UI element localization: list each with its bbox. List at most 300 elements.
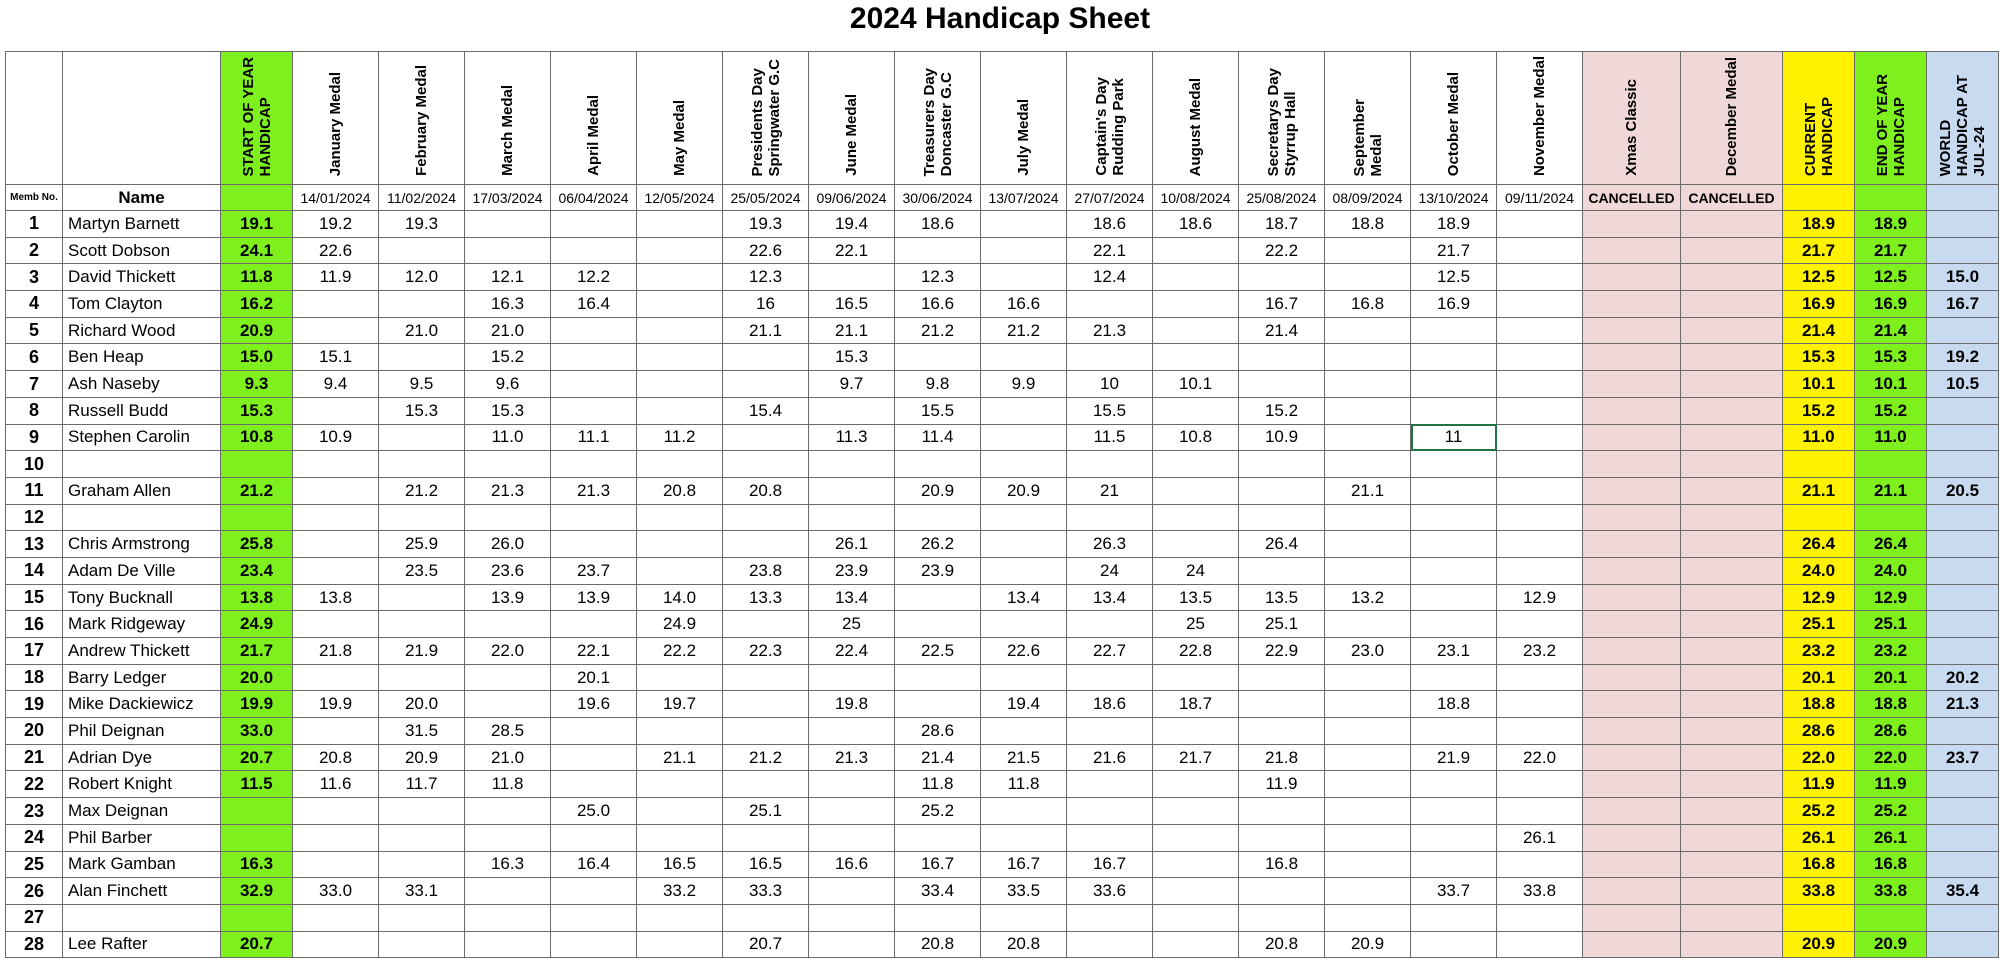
score-cell[interactable] — [1067, 771, 1153, 798]
event-date-cell[interactable]: 30/06/2024 — [895, 185, 981, 211]
score-cell[interactable]: 21.7 — [1153, 744, 1239, 771]
score-cell[interactable]: 23.1 — [1411, 638, 1497, 665]
start-handicap-cell[interactable]: 16.3 — [221, 851, 293, 878]
score-cell[interactable]: 15.3 — [379, 397, 465, 424]
name-cell[interactable]: Tom Clayton — [63, 291, 221, 318]
column-header[interactable] — [1067, 52, 1153, 185]
end-handicap-cell[interactable]: 12.5 — [1855, 264, 1927, 291]
corner-cell[interactable] — [63, 52, 221, 185]
score-cell[interactable] — [1067, 824, 1153, 851]
score-cell[interactable] — [1681, 451, 1783, 478]
memb-no-cell[interactable]: 14 — [6, 557, 63, 584]
score-cell[interactable] — [1583, 664, 1681, 691]
current-handicap-cell[interactable] — [1783, 504, 1855, 531]
name-cell[interactable] — [63, 904, 221, 931]
end-handicap-cell[interactable]: 24.0 — [1855, 557, 1927, 584]
score-cell[interactable] — [551, 904, 637, 931]
score-cell[interactable] — [1411, 371, 1497, 398]
score-cell[interactable] — [1583, 371, 1681, 398]
score-cell[interactable]: 18.6 — [895, 211, 981, 238]
score-cell[interactable] — [465, 211, 551, 238]
score-cell[interactable] — [1067, 291, 1153, 318]
score-cell[interactable] — [379, 504, 465, 531]
score-cell[interactable] — [379, 291, 465, 318]
score-cell[interactable] — [723, 344, 809, 371]
score-cell[interactable] — [637, 771, 723, 798]
score-cell[interactable] — [1239, 451, 1325, 478]
score-cell[interactable] — [1325, 718, 1411, 745]
score-cell[interactable] — [1153, 851, 1239, 878]
score-cell[interactable] — [1583, 931, 1681, 958]
score-cell[interactable]: 18.6 — [1067, 211, 1153, 238]
name-cell[interactable]: Barry Ledger — [63, 664, 221, 691]
score-cell[interactable] — [637, 237, 723, 264]
score-cell[interactable] — [379, 584, 465, 611]
column-header[interactable] — [1783, 52, 1855, 185]
score-cell[interactable] — [379, 851, 465, 878]
score-cell[interactable]: 12.2 — [551, 264, 637, 291]
score-cell[interactable] — [1239, 691, 1325, 718]
memb-no-cell[interactable]: 22 — [6, 771, 63, 798]
memb-no-cell[interactable]: 26 — [6, 878, 63, 905]
world-handicap-cell[interactable] — [1927, 718, 1999, 745]
score-cell[interactable] — [465, 904, 551, 931]
score-cell[interactable]: 23.9 — [809, 557, 895, 584]
score-cell[interactable]: 21.2 — [981, 317, 1067, 344]
start-handicap-cell[interactable]: 10.8 — [221, 424, 293, 451]
score-cell[interactable] — [895, 344, 981, 371]
score-cell[interactable] — [1681, 477, 1783, 504]
score-cell[interactable] — [1411, 664, 1497, 691]
end-handicap-cell[interactable]: 20.9 — [1855, 931, 1927, 958]
score-cell[interactable] — [551, 744, 637, 771]
column-header[interactable] — [551, 52, 637, 185]
end-handicap-cell[interactable]: 33.8 — [1855, 878, 1927, 905]
score-cell[interactable]: 22.0 — [465, 638, 551, 665]
score-cell[interactable]: 20.8 — [895, 931, 981, 958]
name-cell[interactable]: Robert Knight — [63, 771, 221, 798]
score-cell[interactable]: 22.8 — [1153, 638, 1239, 665]
end-handicap-cell[interactable]: 18.9 — [1855, 211, 1927, 238]
cancelled-label[interactable]: CANCELLED — [1583, 185, 1681, 211]
score-cell[interactable] — [1411, 611, 1497, 638]
current-handicap-cell[interactable]: 11.0 — [1783, 424, 1855, 451]
column-header[interactable] — [293, 52, 379, 185]
score-cell[interactable] — [1583, 691, 1681, 718]
event-date-cell[interactable]: 14/01/2024 — [293, 185, 379, 211]
score-cell[interactable]: 33.6 — [1067, 878, 1153, 905]
column-header[interactable] — [895, 52, 981, 185]
column-header[interactable] — [379, 52, 465, 185]
score-cell[interactable]: 33.4 — [895, 878, 981, 905]
score-cell[interactable] — [1153, 451, 1239, 478]
score-cell[interactable]: 15.4 — [723, 397, 809, 424]
name-cell[interactable]: Phil Barber — [63, 824, 221, 851]
memb-no-cell[interactable]: 1 — [6, 211, 63, 238]
memb-no-cell[interactable]: 17 — [6, 638, 63, 665]
name-cell[interactable]: Russell Budd — [63, 397, 221, 424]
score-cell[interactable] — [1583, 824, 1681, 851]
score-cell[interactable]: 9.5 — [379, 371, 465, 398]
score-cell[interactable] — [1681, 638, 1783, 665]
score-cell[interactable]: 13.9 — [551, 584, 637, 611]
current-handicap-cell[interactable]: 26.1 — [1783, 824, 1855, 851]
start-handicap-cell[interactable]: 19.1 — [221, 211, 293, 238]
score-cell[interactable] — [1153, 824, 1239, 851]
score-cell[interactable] — [379, 424, 465, 451]
score-cell[interactable] — [1583, 424, 1681, 451]
world-handicap-cell[interactable] — [1927, 424, 1999, 451]
current-handicap-cell[interactable]: 16.8 — [1783, 851, 1855, 878]
start-handicap-cell[interactable]: 20.9 — [221, 317, 293, 344]
score-cell[interactable] — [723, 771, 809, 798]
start-handicap-cell[interactable]: 20.0 — [221, 664, 293, 691]
score-cell[interactable]: 23.8 — [723, 557, 809, 584]
score-cell[interactable] — [1583, 344, 1681, 371]
memb-no-cell[interactable]: 24 — [6, 824, 63, 851]
score-cell[interactable] — [1497, 371, 1583, 398]
score-cell[interactable]: 11.7 — [379, 771, 465, 798]
start-handicap-cell[interactable]: 13.8 — [221, 584, 293, 611]
score-cell[interactable] — [293, 397, 379, 424]
end-handicap-cell[interactable] — [1855, 904, 1927, 931]
memb-no-cell[interactable]: 15 — [6, 584, 63, 611]
score-cell[interactable]: 12.3 — [895, 264, 981, 291]
score-cell[interactable]: 21.2 — [895, 317, 981, 344]
column-header[interactable] — [981, 52, 1067, 185]
world-handicap-cell[interactable]: 19.2 — [1927, 344, 1999, 371]
score-cell[interactable] — [1497, 557, 1583, 584]
score-cell[interactable]: 20.9 — [379, 744, 465, 771]
score-cell[interactable] — [551, 344, 637, 371]
score-cell[interactable]: 16.7 — [981, 851, 1067, 878]
start-handicap-cell[interactable]: 25.8 — [221, 531, 293, 558]
score-cell[interactable]: 10 — [1067, 371, 1153, 398]
score-cell[interactable] — [637, 798, 723, 825]
current-handicap-cell[interactable]: 28.6 — [1783, 718, 1855, 745]
score-cell[interactable] — [809, 477, 895, 504]
score-cell[interactable] — [1411, 584, 1497, 611]
end-handicap-cell[interactable]: 21.7 — [1855, 237, 1927, 264]
score-cell[interactable]: 16.6 — [809, 851, 895, 878]
score-cell[interactable] — [1239, 477, 1325, 504]
score-cell[interactable] — [1325, 611, 1411, 638]
current-handicap-cell[interactable]: 22.0 — [1783, 744, 1855, 771]
score-cell[interactable]: 16.3 — [465, 291, 551, 318]
score-cell[interactable] — [465, 664, 551, 691]
score-cell[interactable] — [1497, 424, 1583, 451]
world-handicap-cell[interactable] — [1927, 824, 1999, 851]
score-cell[interactable] — [1681, 771, 1783, 798]
score-cell[interactable] — [637, 451, 723, 478]
end-handicap-cell[interactable]: 12.9 — [1855, 584, 1927, 611]
name-cell[interactable]: Phil Deignan — [63, 718, 221, 745]
score-cell[interactable]: 16.9 — [1411, 291, 1497, 318]
score-cell[interactable] — [809, 451, 895, 478]
name-cell[interactable]: Graham Allen — [63, 477, 221, 504]
column-header[interactable] — [723, 52, 809, 185]
score-cell[interactable]: 12.5 — [1411, 264, 1497, 291]
score-cell[interactable]: 10.8 — [1153, 424, 1239, 451]
column-header[interactable] — [1153, 52, 1239, 185]
score-cell[interactable] — [379, 904, 465, 931]
event-date-cell[interactable] — [1927, 185, 1999, 211]
world-handicap-cell[interactable]: 16.7 — [1927, 291, 1999, 318]
score-cell[interactable]: 15.5 — [895, 397, 981, 424]
end-handicap-cell[interactable]: 16.9 — [1855, 291, 1927, 318]
score-cell[interactable] — [1153, 531, 1239, 558]
score-cell[interactable]: 25.1 — [1239, 611, 1325, 638]
memb-no-cell[interactable]: 3 — [6, 264, 63, 291]
score-cell[interactable] — [723, 718, 809, 745]
score-cell[interactable] — [1583, 291, 1681, 318]
score-cell[interactable] — [1411, 851, 1497, 878]
current-handicap-cell[interactable] — [1783, 904, 1855, 931]
score-cell[interactable]: 18.9 — [1411, 211, 1497, 238]
score-cell[interactable] — [1325, 264, 1411, 291]
score-cell[interactable] — [723, 504, 809, 531]
score-cell[interactable]: 20.8 — [1239, 931, 1325, 958]
start-handicap-cell[interactable]: 21.2 — [221, 477, 293, 504]
score-cell[interactable]: 22.1 — [809, 237, 895, 264]
score-cell[interactable]: 15.2 — [1239, 397, 1325, 424]
score-cell[interactable] — [1325, 744, 1411, 771]
score-cell[interactable]: 21.9 — [379, 638, 465, 665]
score-cell[interactable]: 12.9 — [1497, 584, 1583, 611]
score-cell[interactable]: 33.2 — [637, 878, 723, 905]
score-cell[interactable] — [1067, 611, 1153, 638]
world-handicap-cell[interactable] — [1927, 638, 1999, 665]
score-cell[interactable]: 23.9 — [895, 557, 981, 584]
score-cell[interactable] — [1583, 771, 1681, 798]
score-cell[interactable] — [723, 904, 809, 931]
score-cell[interactable]: 22.6 — [981, 638, 1067, 665]
score-cell[interactable] — [981, 824, 1067, 851]
score-cell[interactable] — [1583, 477, 1681, 504]
column-header[interactable] — [1927, 52, 1999, 185]
score-cell[interactable]: 16.7 — [895, 851, 981, 878]
score-cell[interactable] — [1681, 878, 1783, 905]
end-handicap-cell[interactable]: 22.0 — [1855, 744, 1927, 771]
end-handicap-cell[interactable]: 16.8 — [1855, 851, 1927, 878]
score-cell[interactable]: 21.4 — [895, 744, 981, 771]
column-header[interactable] — [1583, 52, 1681, 185]
score-cell[interactable] — [1411, 931, 1497, 958]
score-cell[interactable] — [1411, 798, 1497, 825]
name-cell[interactable]: Scott Dobson — [63, 237, 221, 264]
score-cell[interactable] — [1583, 798, 1681, 825]
current-handicap-cell[interactable]: 21.1 — [1783, 477, 1855, 504]
score-cell[interactable] — [809, 504, 895, 531]
score-cell[interactable] — [1325, 904, 1411, 931]
current-handicap-cell[interactable]: 25.1 — [1783, 611, 1855, 638]
score-cell[interactable]: 9.7 — [809, 371, 895, 398]
score-cell[interactable] — [293, 904, 379, 931]
start-handicap-cell[interactable]: 9.3 — [221, 371, 293, 398]
end-handicap-cell[interactable] — [1855, 504, 1927, 531]
event-date-cell[interactable] — [1855, 185, 1927, 211]
score-cell[interactable] — [809, 878, 895, 905]
score-cell[interactable]: 21.0 — [379, 317, 465, 344]
name-cell[interactable]: Max Deignan — [63, 798, 221, 825]
column-header[interactable] — [1681, 52, 1783, 185]
score-cell[interactable] — [1325, 317, 1411, 344]
event-date-cell[interactable]: 08/09/2024 — [1325, 185, 1411, 211]
score-cell[interactable] — [1325, 451, 1411, 478]
score-cell[interactable] — [293, 451, 379, 478]
score-cell[interactable] — [1681, 904, 1783, 931]
score-cell[interactable] — [1153, 664, 1239, 691]
memb-no-cell[interactable]: 25 — [6, 851, 63, 878]
world-handicap-cell[interactable] — [1927, 397, 1999, 424]
end-handicap-cell[interactable]: 28.6 — [1855, 718, 1927, 745]
score-cell[interactable]: 16.7 — [1067, 851, 1153, 878]
score-cell[interactable]: 26.4 — [1239, 531, 1325, 558]
score-cell[interactable] — [981, 611, 1067, 638]
world-handicap-cell[interactable] — [1927, 931, 1999, 958]
column-header[interactable] — [809, 52, 895, 185]
event-date-cell[interactable]: 11/02/2024 — [379, 185, 465, 211]
score-cell[interactable] — [1325, 344, 1411, 371]
score-cell[interactable]: 20.9 — [981, 477, 1067, 504]
score-cell[interactable]: 16.6 — [895, 291, 981, 318]
score-cell[interactable]: 25 — [809, 611, 895, 638]
event-date-cell[interactable]: 09/11/2024 — [1497, 185, 1583, 211]
score-cell[interactable] — [551, 878, 637, 905]
score-cell[interactable] — [723, 424, 809, 451]
current-handicap-cell[interactable]: 26.4 — [1783, 531, 1855, 558]
score-cell[interactable] — [637, 504, 723, 531]
start-handicap-cell[interactable]: 16.2 — [221, 291, 293, 318]
score-cell[interactable]: 15.2 — [465, 344, 551, 371]
score-cell[interactable] — [1153, 718, 1239, 745]
end-handicap-cell[interactable]: 18.8 — [1855, 691, 1927, 718]
score-cell[interactable]: 21.6 — [1067, 744, 1153, 771]
start-handicap-cell[interactable] — [221, 798, 293, 825]
score-cell[interactable]: 11 — [1411, 424, 1497, 451]
world-handicap-cell[interactable]: 23.7 — [1927, 744, 1999, 771]
score-cell[interactable] — [1153, 878, 1239, 905]
score-cell[interactable] — [895, 584, 981, 611]
name-cell[interactable]: Martyn Barnett — [63, 211, 221, 238]
world-handicap-cell[interactable]: 15.0 — [1927, 264, 1999, 291]
score-cell[interactable] — [981, 904, 1067, 931]
score-cell[interactable]: 21 — [1067, 477, 1153, 504]
score-cell[interactable] — [1583, 744, 1681, 771]
current-handicap-cell[interactable]: 33.8 — [1783, 878, 1855, 905]
score-cell[interactable] — [1681, 798, 1783, 825]
score-cell[interactable] — [1497, 317, 1583, 344]
score-cell[interactable] — [1681, 931, 1783, 958]
end-handicap-cell[interactable]: 23.2 — [1855, 638, 1927, 665]
score-cell[interactable] — [1681, 824, 1783, 851]
score-cell[interactable] — [1497, 718, 1583, 745]
score-cell[interactable] — [1497, 931, 1583, 958]
score-cell[interactable] — [551, 371, 637, 398]
score-cell[interactable] — [379, 824, 465, 851]
end-handicap-cell[interactable]: 15.3 — [1855, 344, 1927, 371]
score-cell[interactable] — [1497, 851, 1583, 878]
current-handicap-cell[interactable]: 18.9 — [1783, 211, 1855, 238]
score-cell[interactable] — [1681, 264, 1783, 291]
column-header[interactable] — [221, 52, 293, 185]
score-cell[interactable]: 21.0 — [465, 317, 551, 344]
score-cell[interactable] — [637, 371, 723, 398]
score-cell[interactable] — [551, 397, 637, 424]
score-cell[interactable] — [1583, 531, 1681, 558]
score-cell[interactable] — [1681, 584, 1783, 611]
score-cell[interactable]: 33.3 — [723, 878, 809, 905]
score-cell[interactable] — [1583, 451, 1681, 478]
event-date-cell[interactable]: 10/08/2024 — [1153, 185, 1239, 211]
score-cell[interactable] — [1411, 718, 1497, 745]
score-cell[interactable]: 18.7 — [1239, 211, 1325, 238]
score-cell[interactable]: 20.8 — [293, 744, 379, 771]
score-cell[interactable]: 9.9 — [981, 371, 1067, 398]
current-handicap-cell[interactable]: 20.1 — [1783, 664, 1855, 691]
score-cell[interactable] — [1325, 771, 1411, 798]
score-cell[interactable]: 24.9 — [637, 611, 723, 638]
score-cell[interactable] — [1325, 237, 1411, 264]
event-date-cell[interactable]: 13/10/2024 — [1411, 185, 1497, 211]
score-cell[interactable]: 16.6 — [981, 291, 1067, 318]
score-cell[interactable]: 22.2 — [637, 638, 723, 665]
score-cell[interactable]: 21.7 — [1411, 237, 1497, 264]
score-cell[interactable]: 22.9 — [1239, 638, 1325, 665]
world-handicap-cell[interactable] — [1927, 584, 1999, 611]
score-cell[interactable] — [293, 664, 379, 691]
score-cell[interactable] — [981, 504, 1067, 531]
score-cell[interactable] — [465, 237, 551, 264]
score-cell[interactable] — [1411, 904, 1497, 931]
name-cell[interactable]: Adam De Ville — [63, 557, 221, 584]
score-cell[interactable] — [379, 798, 465, 825]
score-cell[interactable] — [1411, 771, 1497, 798]
current-handicap-cell[interactable]: 15.3 — [1783, 344, 1855, 371]
end-handicap-cell[interactable]: 10.1 — [1855, 371, 1927, 398]
world-handicap-cell[interactable] — [1927, 904, 1999, 931]
score-cell[interactable]: 13.8 — [293, 584, 379, 611]
score-cell[interactable]: 11.6 — [293, 771, 379, 798]
score-cell[interactable] — [895, 691, 981, 718]
score-cell[interactable] — [551, 237, 637, 264]
score-cell[interactable]: 21.3 — [465, 477, 551, 504]
score-cell[interactable] — [637, 397, 723, 424]
score-cell[interactable] — [981, 557, 1067, 584]
score-cell[interactable]: 20.9 — [1325, 931, 1411, 958]
score-cell[interactable] — [465, 611, 551, 638]
score-cell[interactable] — [1153, 904, 1239, 931]
end-handicap-cell[interactable] — [1855, 451, 1927, 478]
score-cell[interactable] — [1681, 237, 1783, 264]
score-cell[interactable] — [1325, 691, 1411, 718]
score-cell[interactable]: 33.7 — [1411, 878, 1497, 905]
score-cell[interactable] — [1325, 557, 1411, 584]
current-handicap-cell[interactable]: 12.5 — [1783, 264, 1855, 291]
memb-no-header[interactable]: Memb No. — [6, 185, 63, 211]
score-cell[interactable] — [809, 798, 895, 825]
score-cell[interactable] — [1153, 477, 1239, 504]
score-cell[interactable] — [895, 824, 981, 851]
score-cell[interactable]: 16 — [723, 291, 809, 318]
score-cell[interactable] — [293, 718, 379, 745]
score-cell[interactable] — [1681, 531, 1783, 558]
score-cell[interactable] — [809, 904, 895, 931]
score-cell[interactable]: 21.8 — [293, 638, 379, 665]
memb-no-cell[interactable]: 8 — [6, 397, 63, 424]
score-cell[interactable] — [1411, 397, 1497, 424]
score-cell[interactable]: 20.7 — [723, 931, 809, 958]
